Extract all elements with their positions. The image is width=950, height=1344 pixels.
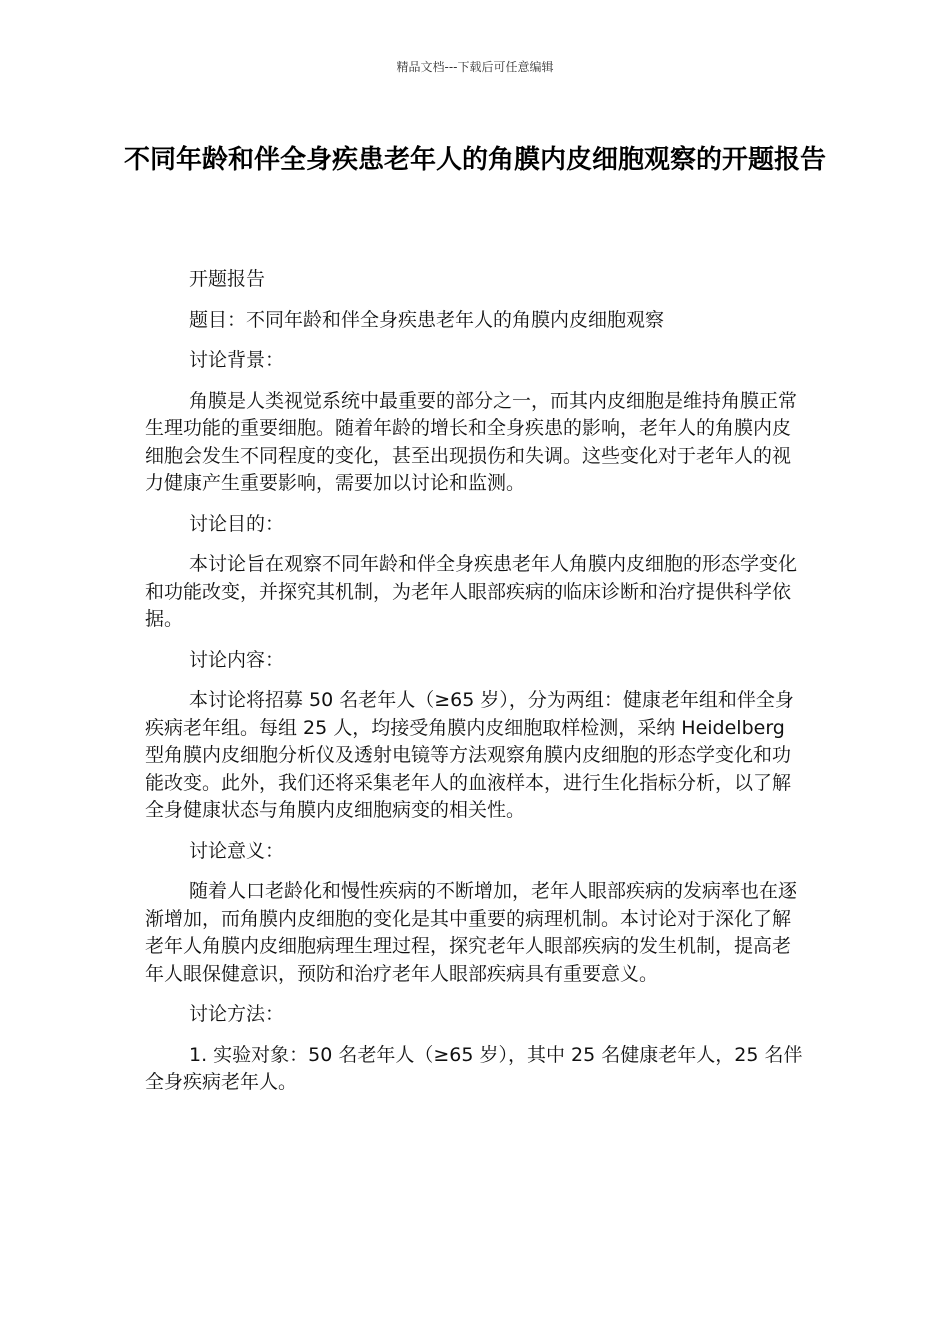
heading-methods: 讨论方法： [189, 1003, 285, 1025]
paragraph-report-label: 开题报告 [189, 268, 266, 290]
document-body [145, 266, 805, 1110]
paragraph-methods-subjects: 1. 实验对象：50 名老年人（≥65 岁），其中 25 名健康老年人，25 名伴全身疾病老年人。 [145, 1043, 803, 1093]
heading-purpose: 讨论目的： [189, 512, 285, 535]
paragraph-purpose: 本讨论旨在观察不同年龄和伴全身疾患老年人角膜内皮细胞的形态学变化和功能改变，并探究其机制，为老年人眼部疾病的临床诊断和治疗提供科学依据。 [145, 553, 798, 630]
document-title: 不同年龄和伴全身疾患老年人的角膜内皮细胞观察的开题报告 [123, 145, 826, 175]
heading-background: 讨论背景： [189, 349, 285, 371]
paragraph-content: 本讨论将招募 50 名老年人（≥65 岁），分为两组：健康老年组和伴全身疾病老年组。每组 25 人，均接受角膜内皮细胞取样检测，采纳 Heidelberg 型角膜内皮细胞分析仪及透射电镜等方法观察角膜内皮细胞的形态学变化和功能改变。此外，我们还将采集老年人的血液样本，进行生化指标分析，以了解全身健康状态与角膜内皮细胞病变的相关性。 [145, 689, 794, 821]
paragraph-significance: 随着人口老龄化和慢性疾病的不断增加，老年人眼部疾病的发病率也在逐渐增加，而角膜内皮细胞的变化是其中重要的病理机制。本讨论对于深化了解老年人角膜内皮细胞病理生理过程，探究老年人眼部疾病的发生机制，提高老年人眼保健意识，预防和治疗老年人眼部疾病具有重要意义。 [145, 880, 798, 985]
paragraph-topic: 题目：不同年龄和伴全身疾患老年人的角膜内皮细胞观察 [189, 308, 665, 331]
page-header: 精品文档---下载后可任意编辑 [396, 60, 554, 74]
heading-significance: 讨论意义： [189, 839, 285, 862]
heading-content: 讨论内容： [189, 648, 285, 671]
paragraph-background: 角膜是人类视觉系统中最重要的部分之一，而其内皮细胞是维持角膜正常生理功能的重要细胞。随着年龄的增长和全身疾患的影响，老年人的角膜内皮细胞会发生不同程度的变化，甚至出现损伤和失调。这些变化对于老年人的视力健康产生重要影响，需要加以讨论和监测。 [145, 389, 798, 494]
